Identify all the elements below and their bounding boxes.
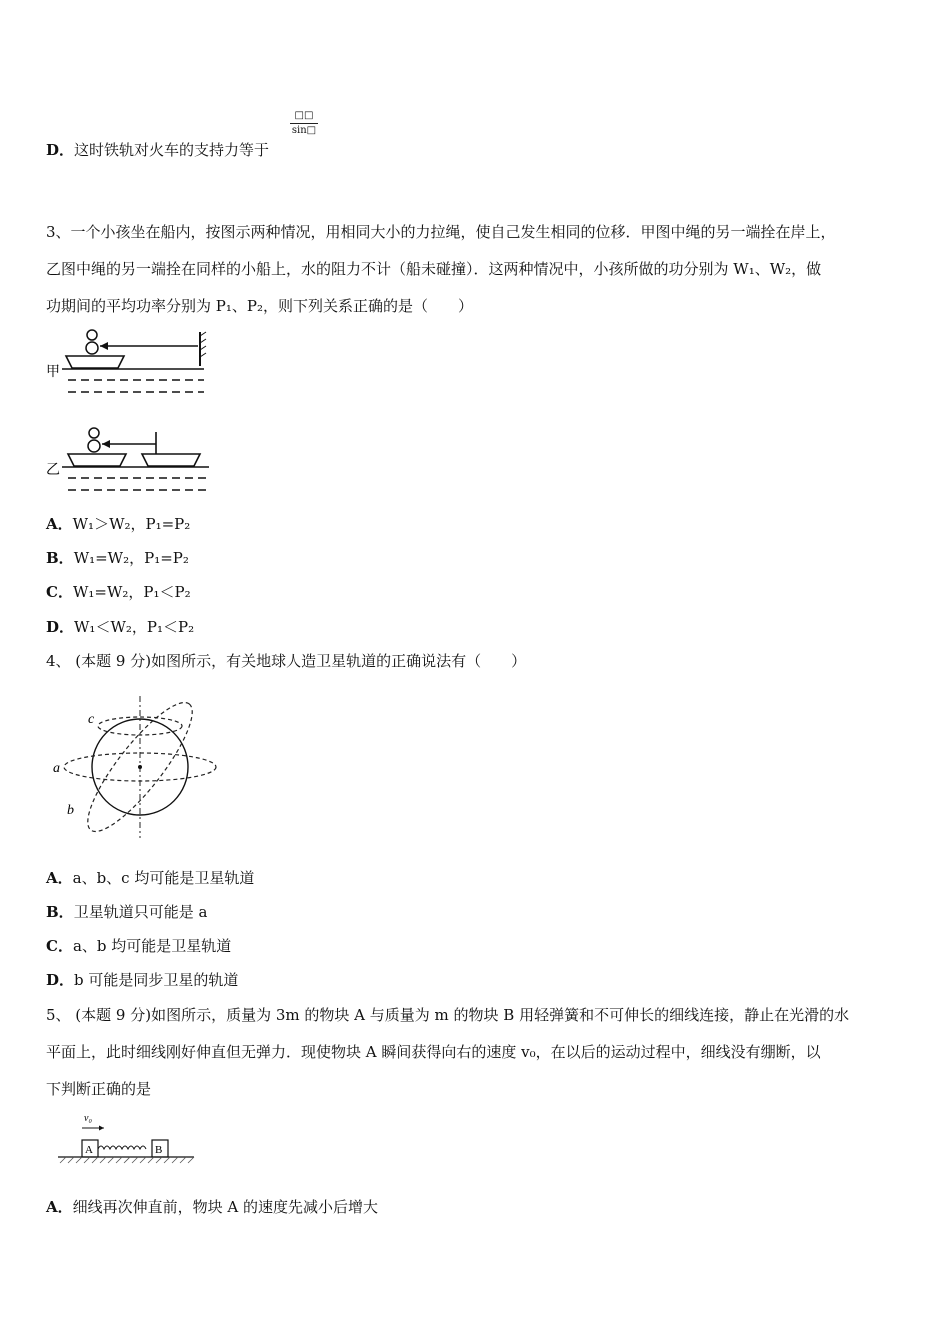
figure-label-jia: 甲 [46,365,60,380]
orbit-label-b: b [67,803,74,818]
option-letter: C． [46,937,73,955]
orbit-label-c: c [88,712,95,727]
q3-stem-line3: 功期间的平均功率分别为 P₁、P₂，则下列关系正确的是（ ） [46,297,473,315]
q5-option-a [46,1197,378,1217]
option-text: W₁=W₂，P₁=P₂ [73,549,189,567]
fraction-bar [290,123,318,124]
q3-stem-line1: 3、一个小孩坐在船内，按图示两种情况，用相同大小的力拉绳，使自己发生相同的位移．甲图中绳的另一端拴在岸上， [46,223,836,241]
q3-option-d [46,617,194,637]
option-text: 细线再次伸直前，物块 A 的速度先减小后增大 [72,1198,379,1216]
support-force-fraction [290,110,318,137]
q3-option-b [46,548,189,568]
option-text: b 可能是同步卫星的轨道 [74,971,239,989]
q4-option-d [46,970,238,990]
option-letter: D． [46,141,75,159]
option-letter: B． [46,549,74,567]
option-letter: A． [46,1198,73,1216]
orbit-label-a: a [53,761,60,776]
q5-stem-line2: 平面上，此时细线刚好伸直但无弹力．现使物块 A 瞬间获得向右的速度 v₀，在以后的运动过程中，细线没有绷断，以 [46,1043,821,1061]
option-text: 卫星轨道只可能是 a [73,903,208,921]
q3-option-a [46,514,190,534]
satellite-orbit-figure [50,696,230,841]
option-letter: A． [46,515,73,533]
option-letter: D． [46,618,75,636]
block-b-label: B [155,1144,163,1156]
option-text: W₁＜W₂，P₁＜P₂ [74,618,195,636]
q5-stem-line1: 5、 (本题 9 分)如图所示，质量为 3m 的物块 A 与质量为 m 的物块 B 用轻弹簧和不可伸长的细线连接，静止在光滑的水 [46,1006,850,1024]
spring-blocks-figure [56,1110,196,1168]
velocity-label: v₀ [84,1113,92,1124]
option-text: a、b 均可能是卫星轨道 [72,937,232,955]
fraction-denominator: sin□ [291,125,317,136]
option-letter: B． [46,903,74,921]
option-text: a、b、c 均可能是卫星轨道 [72,869,255,887]
boat-figure-jia [44,326,214,402]
option-text: 这时铁轨对火车的支持力等于 [74,141,270,159]
boat-figure-yi [44,424,219,500]
option-letter: A． [46,869,73,887]
block-a-label: A [85,1144,93,1156]
q4-stem: 4、 (本题 9 分)如图所示，有关地球人造卫星轨道的正确说法有（ ） [46,652,527,670]
q3-stem-line2: 乙图中绳的另一端拴在同样的小船上，水的阻力不计（船未碰撞）．这两种情况中，小孩所做的功分别为 W₁、W₂，做 [46,260,822,278]
q5-stem-line3: 下判断正确的是 [46,1080,152,1098]
q4-option-a [46,868,254,888]
q4-option-b [46,902,207,922]
q4-option-c [46,936,231,956]
option-text: W₁=W₂，P₁＜P₂ [72,583,191,601]
option-text: W₁＞W₂，P₁=P₂ [72,515,191,533]
q2-option-d [46,140,269,160]
option-letter: D． [46,971,75,989]
figure-label-yi: 乙 [46,463,60,478]
option-letter: C． [46,583,73,601]
q3-option-c [46,582,191,602]
fraction-numerator: □□ [294,110,314,121]
